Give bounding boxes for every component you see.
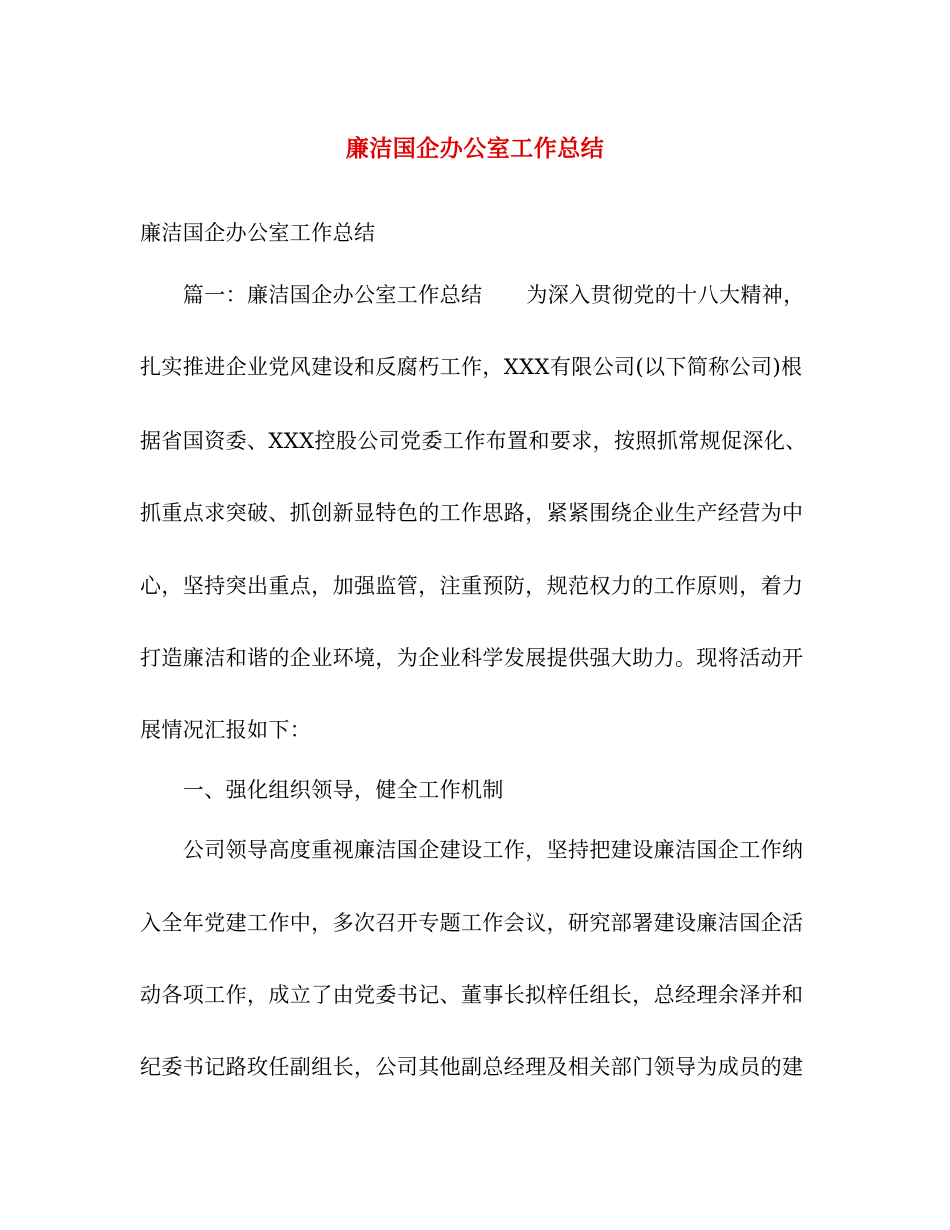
body-line: 入全年党建工作中，多次召开专题工作会议，研究部署建设廉洁国企活 — [140, 911, 804, 935]
body-line-part: 为深入贯彻党的十八大精神， — [526, 283, 805, 307]
body-line: 打造廉洁和谐的企业环境，为企业科学发展提供强大助力。现将活动开 — [140, 646, 804, 670]
body-line: 动各项工作，成立了由党委书记、董事长拟梓任组长，总经理余泽并和 — [140, 983, 804, 1007]
body-line: 公司领导高度重视廉洁国企建设工作，坚持把建设廉洁国企工作纳 — [140, 838, 804, 862]
body-line: 廉洁国企办公室工作总结 — [140, 221, 376, 245]
body-line: 纪委书记路玫任副组长，公司其他副总经理及相关部门领导为成员的建 — [140, 1055, 804, 1079]
body-line: 抓重点求突破、抓创新显特色的工作思路，紧紧围绕企业生产经营为中 — [140, 501, 804, 525]
body-line: 据省国资委、XXX控股公司党委工作布置和要求，按照抓常规促深化、 — [140, 429, 807, 453]
body-line: 心，坚持突出重点，加强监管，注重预防，规范权力的工作原则，着力 — [140, 574, 804, 598]
body-line — [140, 285, 820, 306]
body-line-part: 篇一：廉洁国企办公室工作总结 — [140, 283, 483, 307]
document-title: 廉洁国企办公室工作总结 — [345, 135, 605, 162]
body-line: 扎实推进企业党风建设和反腐朽工作，XXX有限公司(以下简称公司)根 — [140, 355, 803, 379]
body-line: 展情况汇报如下： — [140, 718, 312, 742]
section-heading: 一、强化组织领导，健全工作机制 — [140, 778, 504, 802]
